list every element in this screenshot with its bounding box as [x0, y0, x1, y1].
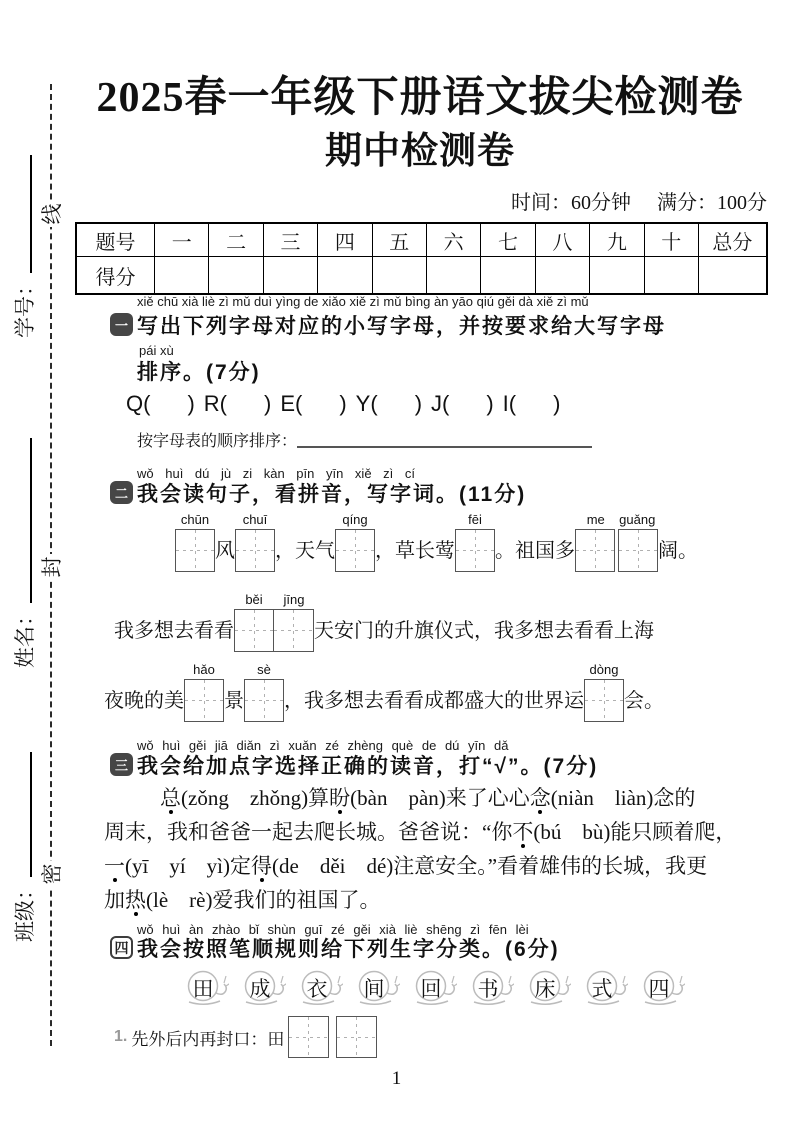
score-cell[interactable]: [372, 256, 426, 293]
snail-char: 床: [534, 977, 556, 1001]
pinyin-syllable: chūn: [180, 512, 210, 527]
snail-item: [639, 967, 685, 1009]
sentence-text: ，草长莺: [375, 540, 455, 562]
q3-line: [104, 781, 764, 815]
paren-open: (: [508, 391, 517, 416]
time-limit: 时间：60分钟: [511, 192, 631, 214]
q3-text: (lè rè)爱我们的祖国了。: [146, 888, 381, 912]
pinyin-syllable: dòng: [589, 662, 619, 677]
writing-box[interactable]: [184, 679, 224, 722]
score-cell[interactable]: [480, 256, 534, 293]
q1-letter-row: [126, 391, 569, 417]
q2-sentence-line: [114, 592, 654, 652]
writing-box-group: [244, 662, 284, 722]
q3-line: [104, 883, 764, 917]
q1-title-cont: 排序。(7分): [137, 361, 261, 384]
paper-title: 2025春一年级下册语文拔尖检测卷: [96, 75, 744, 121]
writing-box[interactable]: [235, 529, 275, 572]
paren-open: (: [442, 391, 450, 416]
writing-box-row: [184, 679, 224, 722]
score-column-header: 九: [589, 224, 643, 256]
writing-box[interactable]: [335, 529, 375, 572]
writing-box-row: [175, 529, 215, 572]
pinyin-syllable: fēi: [468, 512, 482, 527]
student-name-blank[interactable]: [10, 438, 32, 603]
dotted-char: 总: [160, 781, 181, 815]
score-column-header: 一: [154, 224, 208, 256]
snail-item: [411, 967, 457, 1009]
writing-box-row: [244, 679, 284, 722]
writing-box[interactable]: [584, 679, 624, 722]
snail-char: 田: [192, 977, 214, 1001]
paren-open: (: [370, 391, 378, 416]
letter-slot: [356, 391, 422, 417]
writing-box[interactable]: [288, 1016, 329, 1058]
snail-char: 成: [249, 977, 271, 1001]
paren-open: (: [143, 391, 151, 416]
sentence-text: 风: [215, 540, 235, 562]
pinyin-label: [575, 512, 658, 529]
dotted-char: 得: [251, 849, 272, 883]
student-id-blank[interactable]: [10, 155, 32, 273]
score-column-header: 三: [263, 224, 317, 256]
snail-item: [297, 967, 343, 1009]
snail-item: [240, 967, 286, 1009]
paren-close: ): [339, 391, 347, 416]
snail-char: 书: [477, 977, 499, 1001]
snail-item: [582, 967, 628, 1009]
q3-text: (zǒng zhǒng)算: [181, 786, 330, 810]
score-cell[interactable]: [589, 256, 643, 293]
paren-close: ): [553, 391, 561, 416]
sentence-text: ，我多想去看看成都盛大的世界运: [284, 690, 584, 712]
q1-pinyin-cont: pái xù: [139, 343, 174, 358]
q4-title: 我会按照笔顺规则给下列生字分类。(6分): [137, 938, 560, 961]
q3-pinyin: wǒ huì gěi jiā diǎn zì xuǎn zé zhèng què de dú yīn dǎ: [137, 738, 509, 753]
letter-slot: [280, 391, 346, 417]
q3-text: (niàn liàn)念的: [550, 786, 696, 810]
exam-info: [511, 186, 767, 215]
writing-box[interactable]: [234, 609, 274, 652]
score-column-header: 八: [535, 224, 589, 256]
student-name-label: 姓名：: [13, 605, 37, 668]
student-id-field: [9, 155, 35, 338]
pinyin-label: [184, 662, 224, 679]
class-blank[interactable]: [10, 752, 32, 877]
q3-text: (de děi dé)注意安全。”看着雄伟的长城，我更: [272, 854, 708, 878]
score-row-label: 得分: [77, 256, 154, 293]
q1-sort-line: [137, 428, 592, 451]
paren-close: ): [264, 391, 272, 416]
writing-box-group: [234, 592, 314, 652]
letter-slot: [126, 391, 195, 417]
score-column-header: 二: [208, 224, 262, 256]
snail-item: [354, 967, 400, 1009]
snail-item: [525, 967, 571, 1009]
letter-label: R: [203, 391, 220, 416]
score-table-header-label: 题号: [95, 231, 136, 254]
paren-close: ): [486, 391, 494, 416]
letter-label: Q: [126, 391, 144, 416]
score-cell[interactable]: [154, 256, 208, 293]
letter-answer-blank[interactable]: [302, 397, 339, 417]
class-field: [9, 752, 35, 942]
q4-item-1-answer: 田: [267, 1029, 285, 1049]
sentence-text: 天安门的升旗仪式，我多想去看看上海: [314, 620, 654, 642]
writing-box-row: [234, 609, 314, 652]
writing-box-group: [455, 512, 495, 572]
dotted-char: 一: [104, 849, 125, 883]
writing-box-group: [335, 512, 375, 572]
pinyin-label: [235, 512, 275, 529]
seal-char-xian: 线: [39, 201, 65, 227]
seal-char-feng: 封: [39, 554, 65, 580]
score-cell[interactable]: [426, 256, 480, 293]
q3-text: 周末，我和爸爸一起去爬长城。爸爸说：“你: [104, 820, 513, 844]
score-column-header: 四: [317, 224, 371, 256]
snail-char: 四: [648, 977, 670, 1001]
score-column-header: 七: [480, 224, 534, 256]
writing-box[interactable]: [274, 609, 314, 652]
snail-item: [183, 967, 229, 1009]
letter-answer-blank[interactable]: [150, 397, 187, 417]
page-number: 1: [391, 1068, 402, 1089]
writing-box-group: [584, 662, 624, 722]
question-4-number-icon: 四: [110, 936, 133, 959]
q3-paragraph: [104, 781, 764, 917]
letter-slot: [431, 391, 494, 417]
pinyin-label: [234, 592, 314, 609]
score-column-header: 总分: [698, 224, 766, 256]
pinyin-syllable: hǎo: [193, 662, 215, 677]
q1-sort-label: 按字母表的顺序排序：: [137, 433, 298, 450]
writing-box[interactable]: [618, 529, 658, 572]
sentence-text: 夜晚的美: [104, 690, 184, 712]
q3-text: (bú bù)能只顾着爬，: [533, 820, 737, 844]
question-1-number-icon: 一: [110, 313, 133, 336]
score-cell[interactable]: [263, 256, 317, 293]
q2-title: 我会读句子，看拼音，写字词。(11分): [137, 483, 527, 506]
writing-box-row: [455, 529, 495, 572]
snail-char: 间: [363, 977, 385, 1001]
paren-open: (: [295, 391, 303, 416]
writing-box-row: [584, 679, 624, 722]
q4-item-1-boxes: [288, 1016, 377, 1058]
writing-box[interactable]: [336, 1016, 377, 1058]
q4-item-1-number: 1.: [114, 1028, 128, 1045]
q3-line: [104, 849, 764, 883]
q2-sentence-line: [104, 662, 664, 722]
full-score: 满分：100分: [657, 192, 767, 214]
sentence-text: 景: [224, 690, 244, 712]
letter-answer-blank[interactable]: [449, 397, 486, 417]
pinyin-label: [584, 662, 624, 679]
snail-item: [468, 967, 514, 1009]
pinyin-syllable: qíng: [342, 512, 368, 527]
score-table: [75, 222, 768, 295]
score-cell[interactable]: [317, 256, 371, 293]
pinyin-syllable: sè: [257, 662, 271, 677]
paren-open: (: [219, 391, 227, 416]
q4-item-1-label: 先外后内再封口：: [131, 1029, 268, 1049]
writing-box-group: [235, 512, 275, 572]
score-cell[interactable]: [698, 256, 766, 293]
q3-text: (bàn pàn)来了心心: [350, 786, 530, 810]
writing-box-group: [184, 662, 224, 722]
snail-char: 衣: [306, 977, 328, 1001]
writing-box-group: [175, 512, 215, 572]
writing-box[interactable]: [455, 529, 495, 572]
score-column-header: 五: [372, 224, 426, 256]
writing-box-group: [575, 512, 658, 572]
q1-title: 写出下列字母对应的小写字母，并按要求给大写字母: [137, 315, 666, 338]
pinyin-syllable: chuī: [242, 512, 268, 527]
student-id-label: 学号：: [13, 275, 37, 338]
q2-pinyin: wǒ huì dú jù zi kàn pīn yīn xiě zì cí: [137, 466, 415, 481]
question-2-number-icon: 二: [110, 481, 133, 504]
score-cell[interactable]: [208, 256, 262, 293]
pinyin-syllable: me: [586, 512, 605, 527]
q1-sort-answer-blank[interactable]: [297, 428, 592, 448]
q3-text: 加: [104, 888, 125, 912]
sentence-text: ，天气: [275, 540, 335, 562]
student-name-field: [9, 438, 35, 668]
sentence-text: 会。: [624, 690, 664, 712]
question-3-number-icon: 三: [110, 753, 133, 776]
pinyin-label: [244, 662, 284, 679]
dotted-char: 热: [125, 883, 146, 917]
letter-slot: [503, 391, 561, 417]
score-cell[interactable]: [644, 256, 698, 293]
snail-char: 式: [591, 977, 613, 1001]
dotted-char: 念: [530, 781, 551, 815]
letter-answer-blank[interactable]: [516, 397, 553, 417]
paren-close: ): [414, 391, 423, 416]
class-label: 班级：: [13, 879, 37, 942]
q1-pinyin: xiě chū xià liè zì mǔ duì yìng de xiǎo xiě zì mǔ bìng àn yāo qiú gěi dà xiě zì mǔ: [137, 294, 589, 309]
dotted-char: 不: [512, 815, 533, 849]
letter-slot: [204, 391, 272, 417]
dotted-char: 盼: [329, 781, 350, 815]
q2-sentence-line: [175, 512, 698, 572]
sentence-text: 我多想去看看: [114, 620, 234, 642]
letter-answer-blank[interactable]: [378, 397, 415, 417]
sentence-text: 阔。: [658, 540, 698, 562]
score-column-header: 六: [426, 224, 480, 256]
q4-item-1: [114, 1016, 377, 1058]
sentence-text: 。祖国多: [495, 540, 575, 562]
q3-title: 我会给加点字选择正确的读音，打“√”。(7分): [137, 755, 599, 778]
writing-box-row: [235, 529, 275, 572]
pinyin-syllable: jīng: [283, 592, 305, 607]
pinyin-label: [175, 512, 215, 529]
writing-box[interactable]: [244, 679, 284, 722]
letter-label: E: [280, 391, 296, 416]
letter-label: J: [431, 391, 443, 416]
pinyin-syllable: běi: [245, 592, 263, 607]
pinyin-label: [455, 512, 495, 529]
snail-char: 回: [420, 977, 442, 1001]
q3-line: [104, 815, 764, 849]
writing-box[interactable]: [175, 529, 215, 572]
seal-char-mi: 密: [39, 861, 65, 887]
q4-snail-row: [183, 967, 685, 1009]
letter-answer-blank[interactable]: [227, 397, 264, 417]
score-column-header: 十: [644, 224, 698, 256]
writing-box[interactable]: [575, 529, 615, 572]
pinyin-syllable: guǎng: [619, 512, 656, 527]
q3-text: (yī yí yì)定: [125, 854, 251, 878]
writing-box-row: [575, 529, 658, 572]
paren-close: ): [187, 391, 195, 416]
score-cell[interactable]: [535, 256, 589, 293]
writing-box-row: [335, 529, 375, 572]
paper-subtitle: 期中检测卷: [325, 131, 515, 172]
letter-label: Y: [355, 391, 371, 416]
letter-label: I: [502, 391, 509, 416]
q4-pinyin: wǒ huì àn zhào bǐ shùn guī zé gěi xià liè shēng zì fēn lèi: [137, 922, 529, 937]
pinyin-label: [335, 512, 375, 529]
